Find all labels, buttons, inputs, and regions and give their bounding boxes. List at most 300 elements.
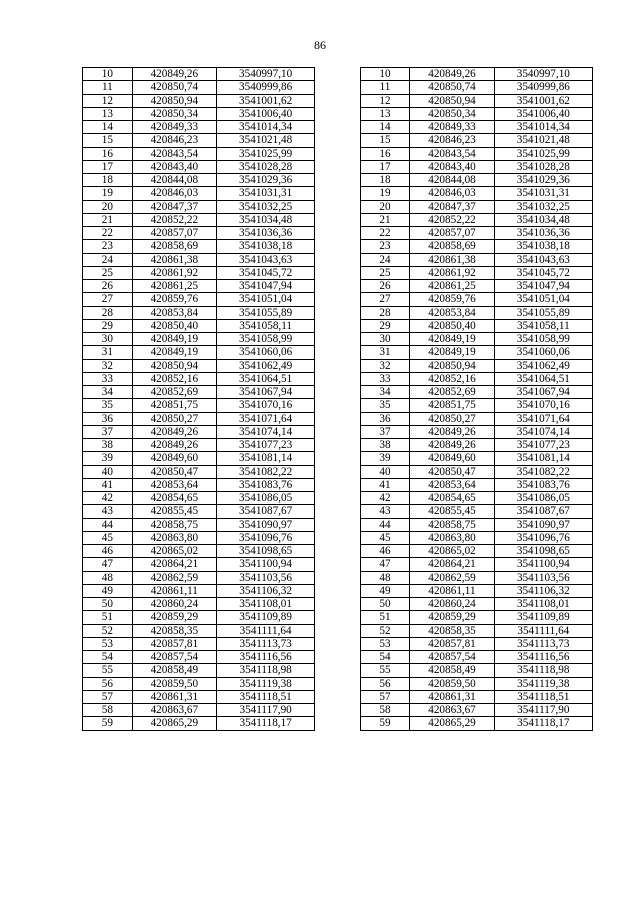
left-point-number-cell: 58 [83, 704, 133, 717]
column-gap [315, 306, 360, 319]
column-gap [315, 624, 360, 637]
column-gap [315, 213, 360, 226]
right-y-coordinate-cell: 3540997,10 [494, 68, 592, 81]
right-x-coordinate-cell: 420858,49 [410, 664, 494, 677]
left-point-number-cell: 16 [83, 147, 133, 160]
table-row [83, 372, 593, 385]
left-point-number-cell: 59 [83, 717, 133, 730]
left-point-number-cell: 38 [83, 439, 133, 452]
right-point-number-cell: 34 [360, 386, 410, 399]
right-y-coordinate-cell: 3541058,99 [494, 333, 592, 346]
left-point-number-cell: 13 [83, 107, 133, 120]
table-row [83, 81, 593, 94]
right-point-number-cell: 28 [360, 306, 410, 319]
right-y-coordinate-cell: 3541064,51 [494, 372, 592, 385]
left-point-number-cell: 47 [83, 558, 133, 571]
left-x-coordinate-cell: 420850,47 [132, 465, 216, 478]
table-row [83, 213, 593, 226]
table-row [83, 624, 593, 637]
left-y-coordinate-cell: 3541083,76 [216, 478, 314, 491]
right-point-number-cell: 13 [360, 107, 410, 120]
right-point-number-cell: 29 [360, 319, 410, 332]
left-y-coordinate-cell: 3541051,04 [216, 293, 314, 306]
right-x-coordinate-cell: 420850,34 [410, 107, 494, 120]
right-y-coordinate-cell: 3541047,94 [494, 280, 592, 293]
left-x-coordinate-cell: 420851,75 [132, 399, 216, 412]
coordinates-table-body [83, 68, 593, 731]
right-point-number-cell: 56 [360, 677, 410, 690]
table-row [83, 306, 593, 319]
right-x-coordinate-cell: 420861,92 [410, 266, 494, 279]
right-x-coordinate-cell: 420865,02 [410, 545, 494, 558]
left-x-coordinate-cell: 420857,81 [132, 637, 216, 650]
column-gap [315, 478, 360, 491]
column-gap [315, 187, 360, 200]
left-x-coordinate-cell: 420857,07 [132, 227, 216, 240]
column-gap [315, 134, 360, 147]
left-x-coordinate-cell: 420849,26 [132, 68, 216, 81]
column-gap [315, 81, 360, 94]
left-x-coordinate-cell: 420860,24 [132, 598, 216, 611]
column-gap [315, 174, 360, 187]
left-x-coordinate-cell: 420846,03 [132, 187, 216, 200]
left-point-number-cell: 51 [83, 611, 133, 624]
right-x-coordinate-cell: 420844,08 [410, 174, 494, 187]
right-y-coordinate-cell: 3541031,31 [494, 187, 592, 200]
left-y-coordinate-cell: 3541028,28 [216, 160, 314, 173]
left-y-coordinate-cell: 3541087,67 [216, 505, 314, 518]
left-point-number-cell: 23 [83, 240, 133, 253]
right-x-coordinate-cell: 420858,35 [410, 624, 494, 637]
table-row [83, 174, 593, 187]
column-gap [315, 584, 360, 597]
right-x-coordinate-cell: 420859,29 [410, 611, 494, 624]
column-gap [315, 412, 360, 425]
right-point-number-cell: 24 [360, 253, 410, 266]
right-x-coordinate-cell: 420858,69 [410, 240, 494, 253]
table-row [83, 240, 593, 253]
left-x-coordinate-cell: 420855,45 [132, 505, 216, 518]
table-row [83, 200, 593, 213]
right-point-number-cell: 38 [360, 439, 410, 452]
table-row [83, 452, 593, 465]
column-gap [315, 240, 360, 253]
column-gap [315, 399, 360, 412]
right-y-coordinate-cell: 3541082,22 [494, 465, 592, 478]
right-x-coordinate-cell: 420849,19 [410, 333, 494, 346]
table-row [83, 160, 593, 173]
left-point-number-cell: 52 [83, 624, 133, 637]
column-gap [315, 465, 360, 478]
right-y-coordinate-cell: 3541071,64 [494, 412, 592, 425]
right-point-number-cell: 12 [360, 94, 410, 107]
table-row [83, 465, 593, 478]
right-x-coordinate-cell: 420849,33 [410, 121, 494, 134]
right-y-coordinate-cell: 3541096,76 [494, 531, 592, 544]
right-point-number-cell: 57 [360, 690, 410, 703]
right-point-number-cell: 42 [360, 492, 410, 505]
left-y-coordinate-cell: 3541060,06 [216, 346, 314, 359]
left-y-coordinate-cell: 3541081,14 [216, 452, 314, 465]
right-x-coordinate-cell: 420853,84 [410, 306, 494, 319]
left-y-coordinate-cell: 3541071,64 [216, 412, 314, 425]
table-row [83, 717, 593, 730]
table-row [83, 637, 593, 650]
table-row [83, 107, 593, 120]
right-y-coordinate-cell: 3541083,76 [494, 478, 592, 491]
right-point-number-cell: 47 [360, 558, 410, 571]
table-row [83, 505, 593, 518]
left-point-number-cell: 33 [83, 372, 133, 385]
right-x-coordinate-cell: 420850,40 [410, 319, 494, 332]
column-gap [315, 505, 360, 518]
table-row [83, 584, 593, 597]
right-y-coordinate-cell: 3541006,40 [494, 107, 592, 120]
left-point-number-cell: 39 [83, 452, 133, 465]
left-point-number-cell: 12 [83, 94, 133, 107]
column-gap [315, 253, 360, 266]
right-x-coordinate-cell: 420843,40 [410, 160, 494, 173]
right-y-coordinate-cell: 3541028,28 [494, 160, 592, 173]
right-point-number-cell: 30 [360, 333, 410, 346]
right-x-coordinate-cell: 420851,75 [410, 399, 494, 412]
left-y-coordinate-cell: 3541106,32 [216, 584, 314, 597]
left-point-number-cell: 11 [83, 81, 133, 94]
right-x-coordinate-cell: 420860,24 [410, 598, 494, 611]
left-point-number-cell: 46 [83, 545, 133, 558]
column-gap [315, 94, 360, 107]
column-gap [315, 651, 360, 664]
right-x-coordinate-cell: 420852,22 [410, 213, 494, 226]
column-gap [315, 266, 360, 279]
table-row [83, 346, 593, 359]
left-point-number-cell: 22 [83, 227, 133, 240]
right-y-coordinate-cell: 3541090,97 [494, 518, 592, 531]
table-row [83, 266, 593, 279]
left-x-coordinate-cell: 420861,38 [132, 253, 216, 266]
right-y-coordinate-cell: 3541029,36 [494, 174, 592, 187]
right-y-coordinate-cell: 3541021,48 [494, 134, 592, 147]
left-x-coordinate-cell: 420854,65 [132, 492, 216, 505]
left-point-number-cell: 14 [83, 121, 133, 134]
right-x-coordinate-cell: 420846,23 [410, 134, 494, 147]
left-x-coordinate-cell: 420853,84 [132, 306, 216, 319]
column-gap [315, 68, 360, 81]
right-y-coordinate-cell: 3541060,06 [494, 346, 592, 359]
left-y-coordinate-cell: 3541001,62 [216, 94, 314, 107]
left-y-coordinate-cell: 3541034,48 [216, 213, 314, 226]
table-row [83, 690, 593, 703]
right-x-coordinate-cell: 420850,74 [410, 81, 494, 94]
left-y-coordinate-cell: 3541096,76 [216, 531, 314, 544]
right-x-coordinate-cell: 420854,65 [410, 492, 494, 505]
table-row [83, 68, 593, 81]
left-y-coordinate-cell: 3541109,89 [216, 611, 314, 624]
left-x-coordinate-cell: 420858,75 [132, 518, 216, 531]
right-point-number-cell: 41 [360, 478, 410, 491]
left-point-number-cell: 20 [83, 200, 133, 213]
left-point-number-cell: 53 [83, 637, 133, 650]
left-x-coordinate-cell: 420858,35 [132, 624, 216, 637]
left-point-number-cell: 36 [83, 412, 133, 425]
column-gap [315, 717, 360, 730]
left-point-number-cell: 24 [83, 253, 133, 266]
right-point-number-cell: 26 [360, 280, 410, 293]
right-x-coordinate-cell: 420850,27 [410, 412, 494, 425]
left-point-number-cell: 27 [83, 293, 133, 306]
left-y-coordinate-cell: 3541021,48 [216, 134, 314, 147]
right-point-number-cell: 16 [360, 147, 410, 160]
column-gap [315, 439, 360, 452]
right-y-coordinate-cell: 3541118,98 [494, 664, 592, 677]
left-point-number-cell: 41 [83, 478, 133, 491]
table-row [83, 147, 593, 160]
right-point-number-cell: 25 [360, 266, 410, 279]
left-x-coordinate-cell: 420852,16 [132, 372, 216, 385]
left-y-coordinate-cell: 3541064,51 [216, 372, 314, 385]
left-x-coordinate-cell: 420859,50 [132, 677, 216, 690]
left-point-number-cell: 21 [83, 213, 133, 226]
right-x-coordinate-cell: 420863,80 [410, 531, 494, 544]
left-y-coordinate-cell: 3541077,23 [216, 439, 314, 452]
right-x-coordinate-cell: 420849,26 [410, 68, 494, 81]
right-x-coordinate-cell: 420865,29 [410, 717, 494, 730]
right-y-coordinate-cell: 3541098,65 [494, 545, 592, 558]
right-point-number-cell: 54 [360, 651, 410, 664]
left-point-number-cell: 54 [83, 651, 133, 664]
table-row [83, 293, 593, 306]
right-y-coordinate-cell: 3541051,04 [494, 293, 592, 306]
left-y-coordinate-cell: 3541119,38 [216, 677, 314, 690]
right-y-coordinate-cell: 3541034,48 [494, 213, 592, 226]
left-point-number-cell: 29 [83, 319, 133, 332]
left-y-coordinate-cell: 3541031,31 [216, 187, 314, 200]
right-x-coordinate-cell: 420849,26 [410, 425, 494, 438]
right-x-coordinate-cell: 420857,81 [410, 637, 494, 650]
right-y-coordinate-cell: 3541070,16 [494, 399, 592, 412]
column-gap [315, 558, 360, 571]
right-y-coordinate-cell: 3541038,18 [494, 240, 592, 253]
table-row [83, 492, 593, 505]
left-x-coordinate-cell: 420865,02 [132, 545, 216, 558]
right-y-coordinate-cell: 3541032,25 [494, 200, 592, 213]
left-point-number-cell: 43 [83, 505, 133, 518]
right-point-number-cell: 44 [360, 518, 410, 531]
column-gap [315, 677, 360, 690]
right-x-coordinate-cell: 420852,16 [410, 372, 494, 385]
right-y-coordinate-cell: 3541118,51 [494, 690, 592, 703]
column-gap [315, 121, 360, 134]
right-y-coordinate-cell: 3541113,73 [494, 637, 592, 650]
right-point-number-cell: 58 [360, 704, 410, 717]
right-point-number-cell: 22 [360, 227, 410, 240]
table-row [83, 134, 593, 147]
right-point-number-cell: 49 [360, 584, 410, 597]
left-point-number-cell: 31 [83, 346, 133, 359]
column-gap [315, 160, 360, 173]
left-point-number-cell: 45 [83, 531, 133, 544]
column-gap [315, 333, 360, 346]
left-point-number-cell: 48 [83, 571, 133, 584]
right-point-number-cell: 14 [360, 121, 410, 134]
left-x-coordinate-cell: 420865,29 [132, 717, 216, 730]
left-x-coordinate-cell: 420864,21 [132, 558, 216, 571]
left-x-coordinate-cell: 420850,27 [132, 412, 216, 425]
left-y-coordinate-cell: 3541038,18 [216, 240, 314, 253]
page-number: 86 [314, 38, 326, 52]
left-y-coordinate-cell: 3541036,36 [216, 227, 314, 240]
right-point-number-cell: 51 [360, 611, 410, 624]
column-gap [315, 200, 360, 213]
right-x-coordinate-cell: 420864,21 [410, 558, 494, 571]
left-point-number-cell: 37 [83, 425, 133, 438]
right-x-coordinate-cell: 420862,59 [410, 571, 494, 584]
right-x-coordinate-cell: 420857,54 [410, 651, 494, 664]
right-point-number-cell: 39 [360, 452, 410, 465]
left-x-coordinate-cell: 420849,26 [132, 425, 216, 438]
right-point-number-cell: 15 [360, 134, 410, 147]
left-x-coordinate-cell: 420850,94 [132, 359, 216, 372]
left-x-coordinate-cell: 420849,19 [132, 333, 216, 346]
left-x-coordinate-cell: 420843,40 [132, 160, 216, 173]
column-gap [315, 280, 360, 293]
table-row [83, 359, 593, 372]
left-y-coordinate-cell: 3541006,40 [216, 107, 314, 120]
left-y-coordinate-cell: 3541047,94 [216, 280, 314, 293]
table-row [83, 94, 593, 107]
left-point-number-cell: 28 [83, 306, 133, 319]
left-y-coordinate-cell: 3540999,86 [216, 81, 314, 94]
right-point-number-cell: 20 [360, 200, 410, 213]
right-x-coordinate-cell: 420843,54 [410, 147, 494, 160]
left-y-coordinate-cell: 3541055,89 [216, 306, 314, 319]
left-point-number-cell: 49 [83, 584, 133, 597]
right-x-coordinate-cell: 420858,75 [410, 518, 494, 531]
table-row [83, 439, 593, 452]
right-y-coordinate-cell: 3541108,01 [494, 598, 592, 611]
left-y-coordinate-cell: 3541111,64 [216, 624, 314, 637]
right-y-coordinate-cell: 3541087,67 [494, 505, 592, 518]
right-y-coordinate-cell: 3541081,14 [494, 452, 592, 465]
right-x-coordinate-cell: 420859,76 [410, 293, 494, 306]
right-y-coordinate-cell: 3541118,17 [494, 717, 592, 730]
right-point-number-cell: 46 [360, 545, 410, 558]
right-x-coordinate-cell: 420846,03 [410, 187, 494, 200]
left-x-coordinate-cell: 420850,34 [132, 107, 216, 120]
right-point-number-cell: 36 [360, 412, 410, 425]
table-row [83, 121, 593, 134]
left-y-coordinate-cell: 3541118,98 [216, 664, 314, 677]
right-x-coordinate-cell: 420859,50 [410, 677, 494, 690]
right-point-number-cell: 31 [360, 346, 410, 359]
table-row [83, 651, 593, 664]
column-gap [315, 531, 360, 544]
right-x-coordinate-cell: 420847,37 [410, 200, 494, 213]
right-point-number-cell: 11 [360, 81, 410, 94]
left-point-number-cell: 17 [83, 160, 133, 173]
column-gap [315, 611, 360, 624]
right-point-number-cell: 35 [360, 399, 410, 412]
right-x-coordinate-cell: 420861,11 [410, 584, 494, 597]
left-x-coordinate-cell: 420852,22 [132, 213, 216, 226]
left-point-number-cell: 57 [83, 690, 133, 703]
right-y-coordinate-cell: 3541025,99 [494, 147, 592, 160]
column-gap [315, 227, 360, 240]
table-row [83, 187, 593, 200]
left-point-number-cell: 25 [83, 266, 133, 279]
left-x-coordinate-cell: 420863,80 [132, 531, 216, 544]
right-x-coordinate-cell: 420855,45 [410, 505, 494, 518]
column-gap [315, 518, 360, 531]
left-x-coordinate-cell: 420857,54 [132, 651, 216, 664]
left-point-number-cell: 50 [83, 598, 133, 611]
column-gap [315, 492, 360, 505]
left-point-number-cell: 44 [83, 518, 133, 531]
left-point-number-cell: 30 [83, 333, 133, 346]
right-x-coordinate-cell: 420853,64 [410, 478, 494, 491]
right-y-coordinate-cell: 3541055,89 [494, 306, 592, 319]
column-gap [315, 425, 360, 438]
left-point-number-cell: 18 [83, 174, 133, 187]
table-row [83, 412, 593, 425]
right-y-coordinate-cell: 3540999,86 [494, 81, 592, 94]
table-row [83, 611, 593, 624]
right-y-coordinate-cell: 3541116,56 [494, 651, 592, 664]
right-point-number-cell: 45 [360, 531, 410, 544]
table-row [83, 386, 593, 399]
right-x-coordinate-cell: 420849,60 [410, 452, 494, 465]
left-y-coordinate-cell: 3541113,73 [216, 637, 314, 650]
right-y-coordinate-cell: 3541074,14 [494, 425, 592, 438]
right-point-number-cell: 50 [360, 598, 410, 611]
left-y-coordinate-cell: 3541014,34 [216, 121, 314, 134]
right-x-coordinate-cell: 420850,94 [410, 359, 494, 372]
left-y-coordinate-cell: 3541032,25 [216, 200, 314, 213]
left-point-number-cell: 32 [83, 359, 133, 372]
left-y-coordinate-cell: 3541100,94 [216, 558, 314, 571]
right-y-coordinate-cell: 3541106,32 [494, 584, 592, 597]
left-y-coordinate-cell: 3540997,10 [216, 68, 314, 81]
column-gap [315, 452, 360, 465]
right-x-coordinate-cell: 420861,25 [410, 280, 494, 293]
right-y-coordinate-cell: 3541036,36 [494, 227, 592, 240]
column-gap [315, 319, 360, 332]
table-row [83, 598, 593, 611]
right-x-coordinate-cell: 420849,19 [410, 346, 494, 359]
left-point-number-cell: 26 [83, 280, 133, 293]
left-x-coordinate-cell: 420861,92 [132, 266, 216, 279]
right-y-coordinate-cell: 3541103,56 [494, 571, 592, 584]
left-x-coordinate-cell: 420849,19 [132, 346, 216, 359]
left-x-coordinate-cell: 420844,08 [132, 174, 216, 187]
right-y-coordinate-cell: 3541117,90 [494, 704, 592, 717]
right-y-coordinate-cell: 3541077,23 [494, 439, 592, 452]
right-y-coordinate-cell: 3541119,38 [494, 677, 592, 690]
left-y-coordinate-cell: 3541067,94 [216, 386, 314, 399]
right-x-coordinate-cell: 420861,31 [410, 690, 494, 703]
column-gap [315, 690, 360, 703]
left-y-coordinate-cell: 3541074,14 [216, 425, 314, 438]
left-y-coordinate-cell: 3541058,11 [216, 319, 314, 332]
table-row [83, 571, 593, 584]
left-y-coordinate-cell: 3541116,56 [216, 651, 314, 664]
table-row [83, 558, 593, 571]
table-row [83, 478, 593, 491]
left-point-number-cell: 35 [83, 399, 133, 412]
left-point-number-cell: 15 [83, 134, 133, 147]
left-y-coordinate-cell: 3541045,72 [216, 266, 314, 279]
right-point-number-cell: 52 [360, 624, 410, 637]
